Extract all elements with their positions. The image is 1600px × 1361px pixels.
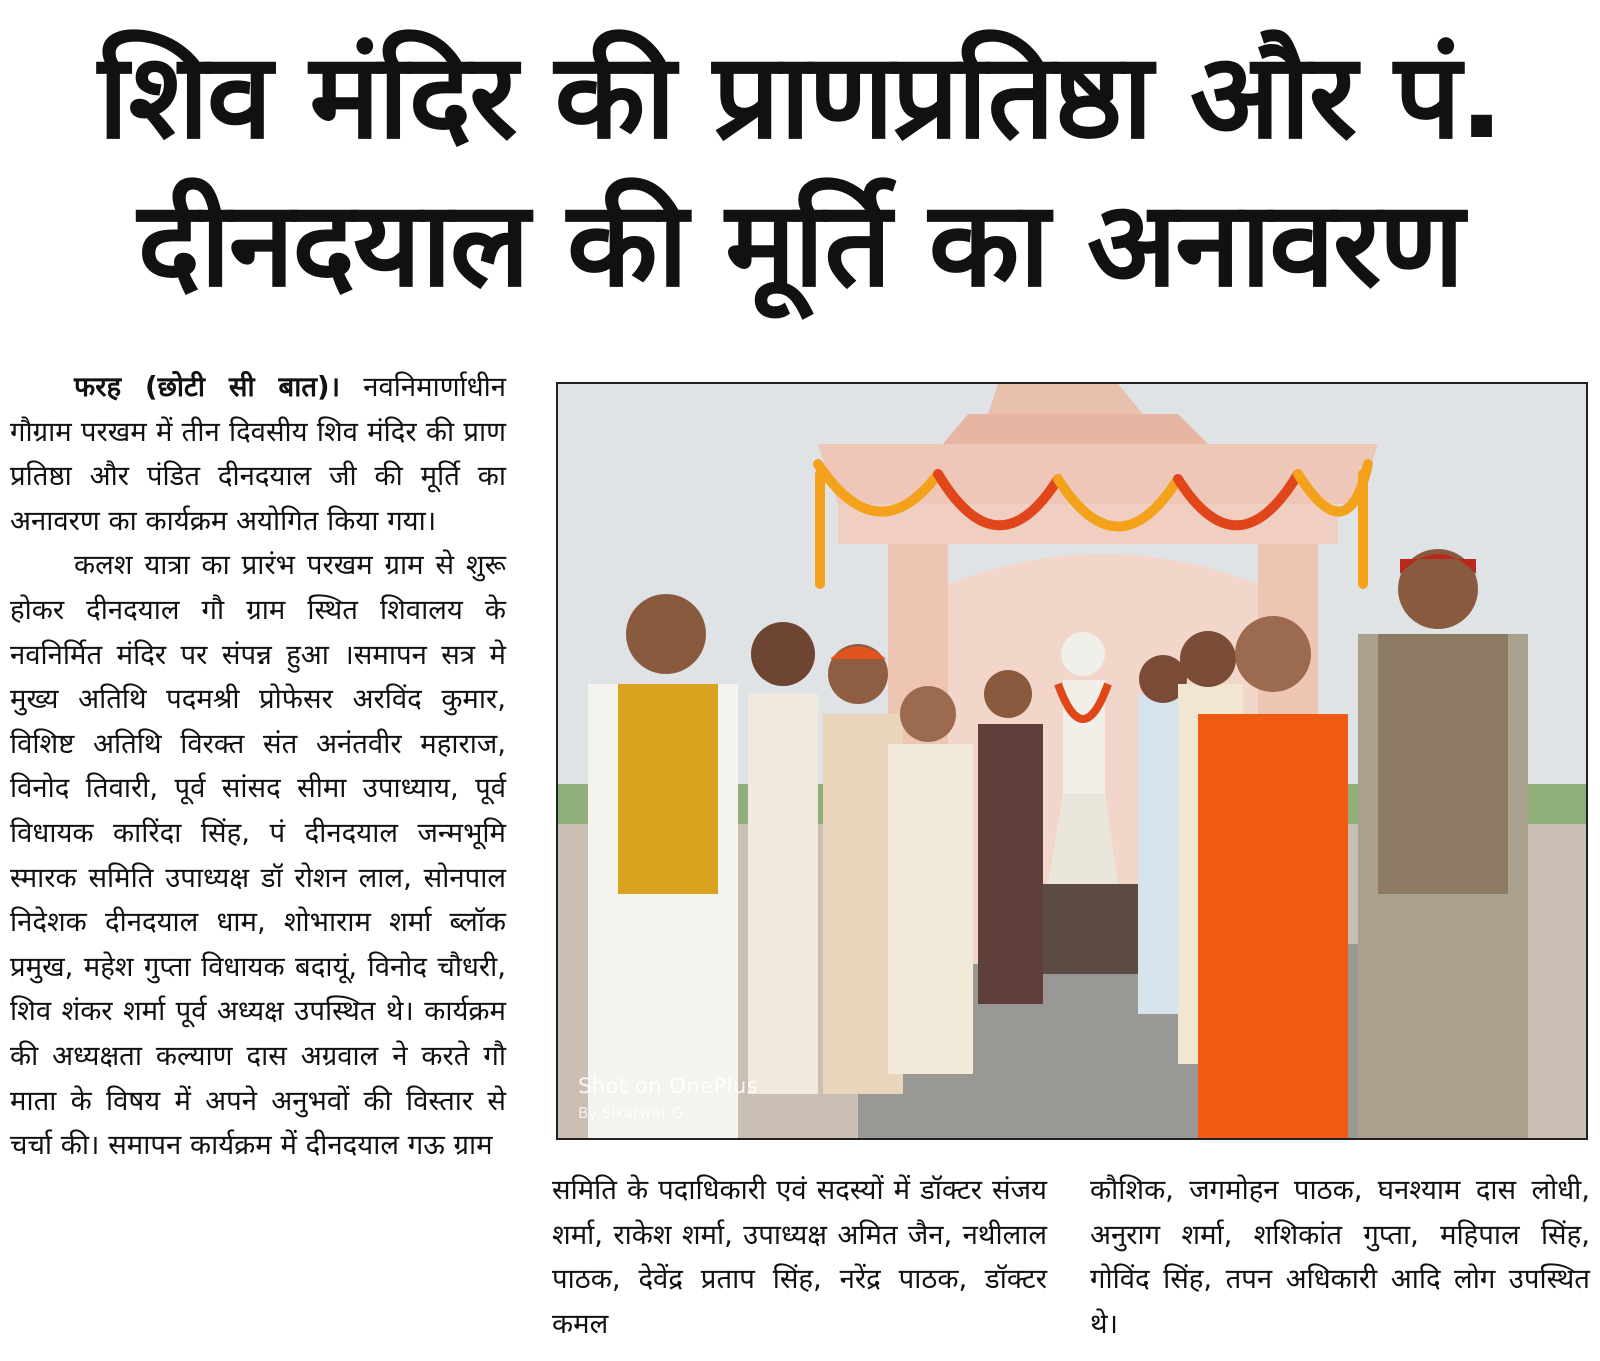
paragraph-1-text: नवनिमार्णाधीन गौग्राम परखम में तीन दिवसीय शिव मंदिर की प्राण प्रतिष्ठा और पंडित दीनदयाल जी की मूर्ति का अनावरण का कार्यक्रम अयोगित किया गया। [10, 371, 506, 537]
photo-illustration [558, 384, 1586, 1138]
article-column-1 [10, 365, 506, 1168]
event-photo [556, 382, 1588, 1140]
photo-watermark: Shot on OnePlus [578, 1074, 759, 1098]
article-column-3 [1090, 1168, 1590, 1346]
headline: शिव मंदिर की प्राणप्रतिष्ठा और पं. दीनदयाल की मूर्ति का अनावरण [98, 27, 1502, 313]
article-paragraph-2: कलश यात्रा का प्रारंभ परखम ग्राम से शुरू होकर दीनदयाल गौ ग्राम स्थित शिवालय के नवनिर्मित मंदिर पर संपन्न हुआ ।समापन सत्र मे मुख्य अतिथि पदमश्री प्रोफेसर अरविंद कुमार, विशिष्ट अतिथि विरक्त संत अनंतवीर महाराज, विनोद तिवारी, पूर्व सांसद सीमा उपाध्याय, पूर्व विधायक कारिंदा सिंह, पं दीनदयाल जन्मभूमि स्मारक समिति उपाध्यक्ष डॉ रोशन लाल, सोनपाल निदेशक दीनदयाल धाम, शोभाराम शर्मा ब्लॉक प्रमुख, महेश गुप्ता विधायक बदायूं, विनोद चौधरी, शिव शंकर शर्मा पूर्व अध्यक्ष उपस्थित थे। कार्यक्रम की अध्यक्षता कल्याण दास अग्रवाल ने करते गौ माता के विषय में अपने अनुभवों की विस्तार से चर्चा की। समापन कार्यक्रम में दीनदयाल गऊ ग्राम [10, 549, 506, 1162]
column-3-text: कौशिक, जगमोहन पाठक, घनश्याम दास लोधी, अनुराग शर्मा, शशिकांत गुप्ता, महिपाल सिंह, गोविंद सिंह, तपन अधिकारी आदि लोग उपस्थित थे। [1090, 1174, 1590, 1340]
article-paragraph-1 [10, 365, 506, 543]
photo-credit: By Sikarwar G [578, 1104, 684, 1122]
column-2-text: समिति के पदाधिकारी एवं सदस्यों में डॉक्टर संजय शर्मा, राकेश शर्मा, उपाध्यक्ष अमित जैन, नथीलाल पाठक, देवेंद्र प्रताप सिंह, नरेंद्र पाठक, डॉक्टर कमल [552, 1174, 1047, 1340]
article-column-2 [552, 1168, 1047, 1346]
dateline: फरह (छोटी सी बात)। [74, 371, 341, 403]
